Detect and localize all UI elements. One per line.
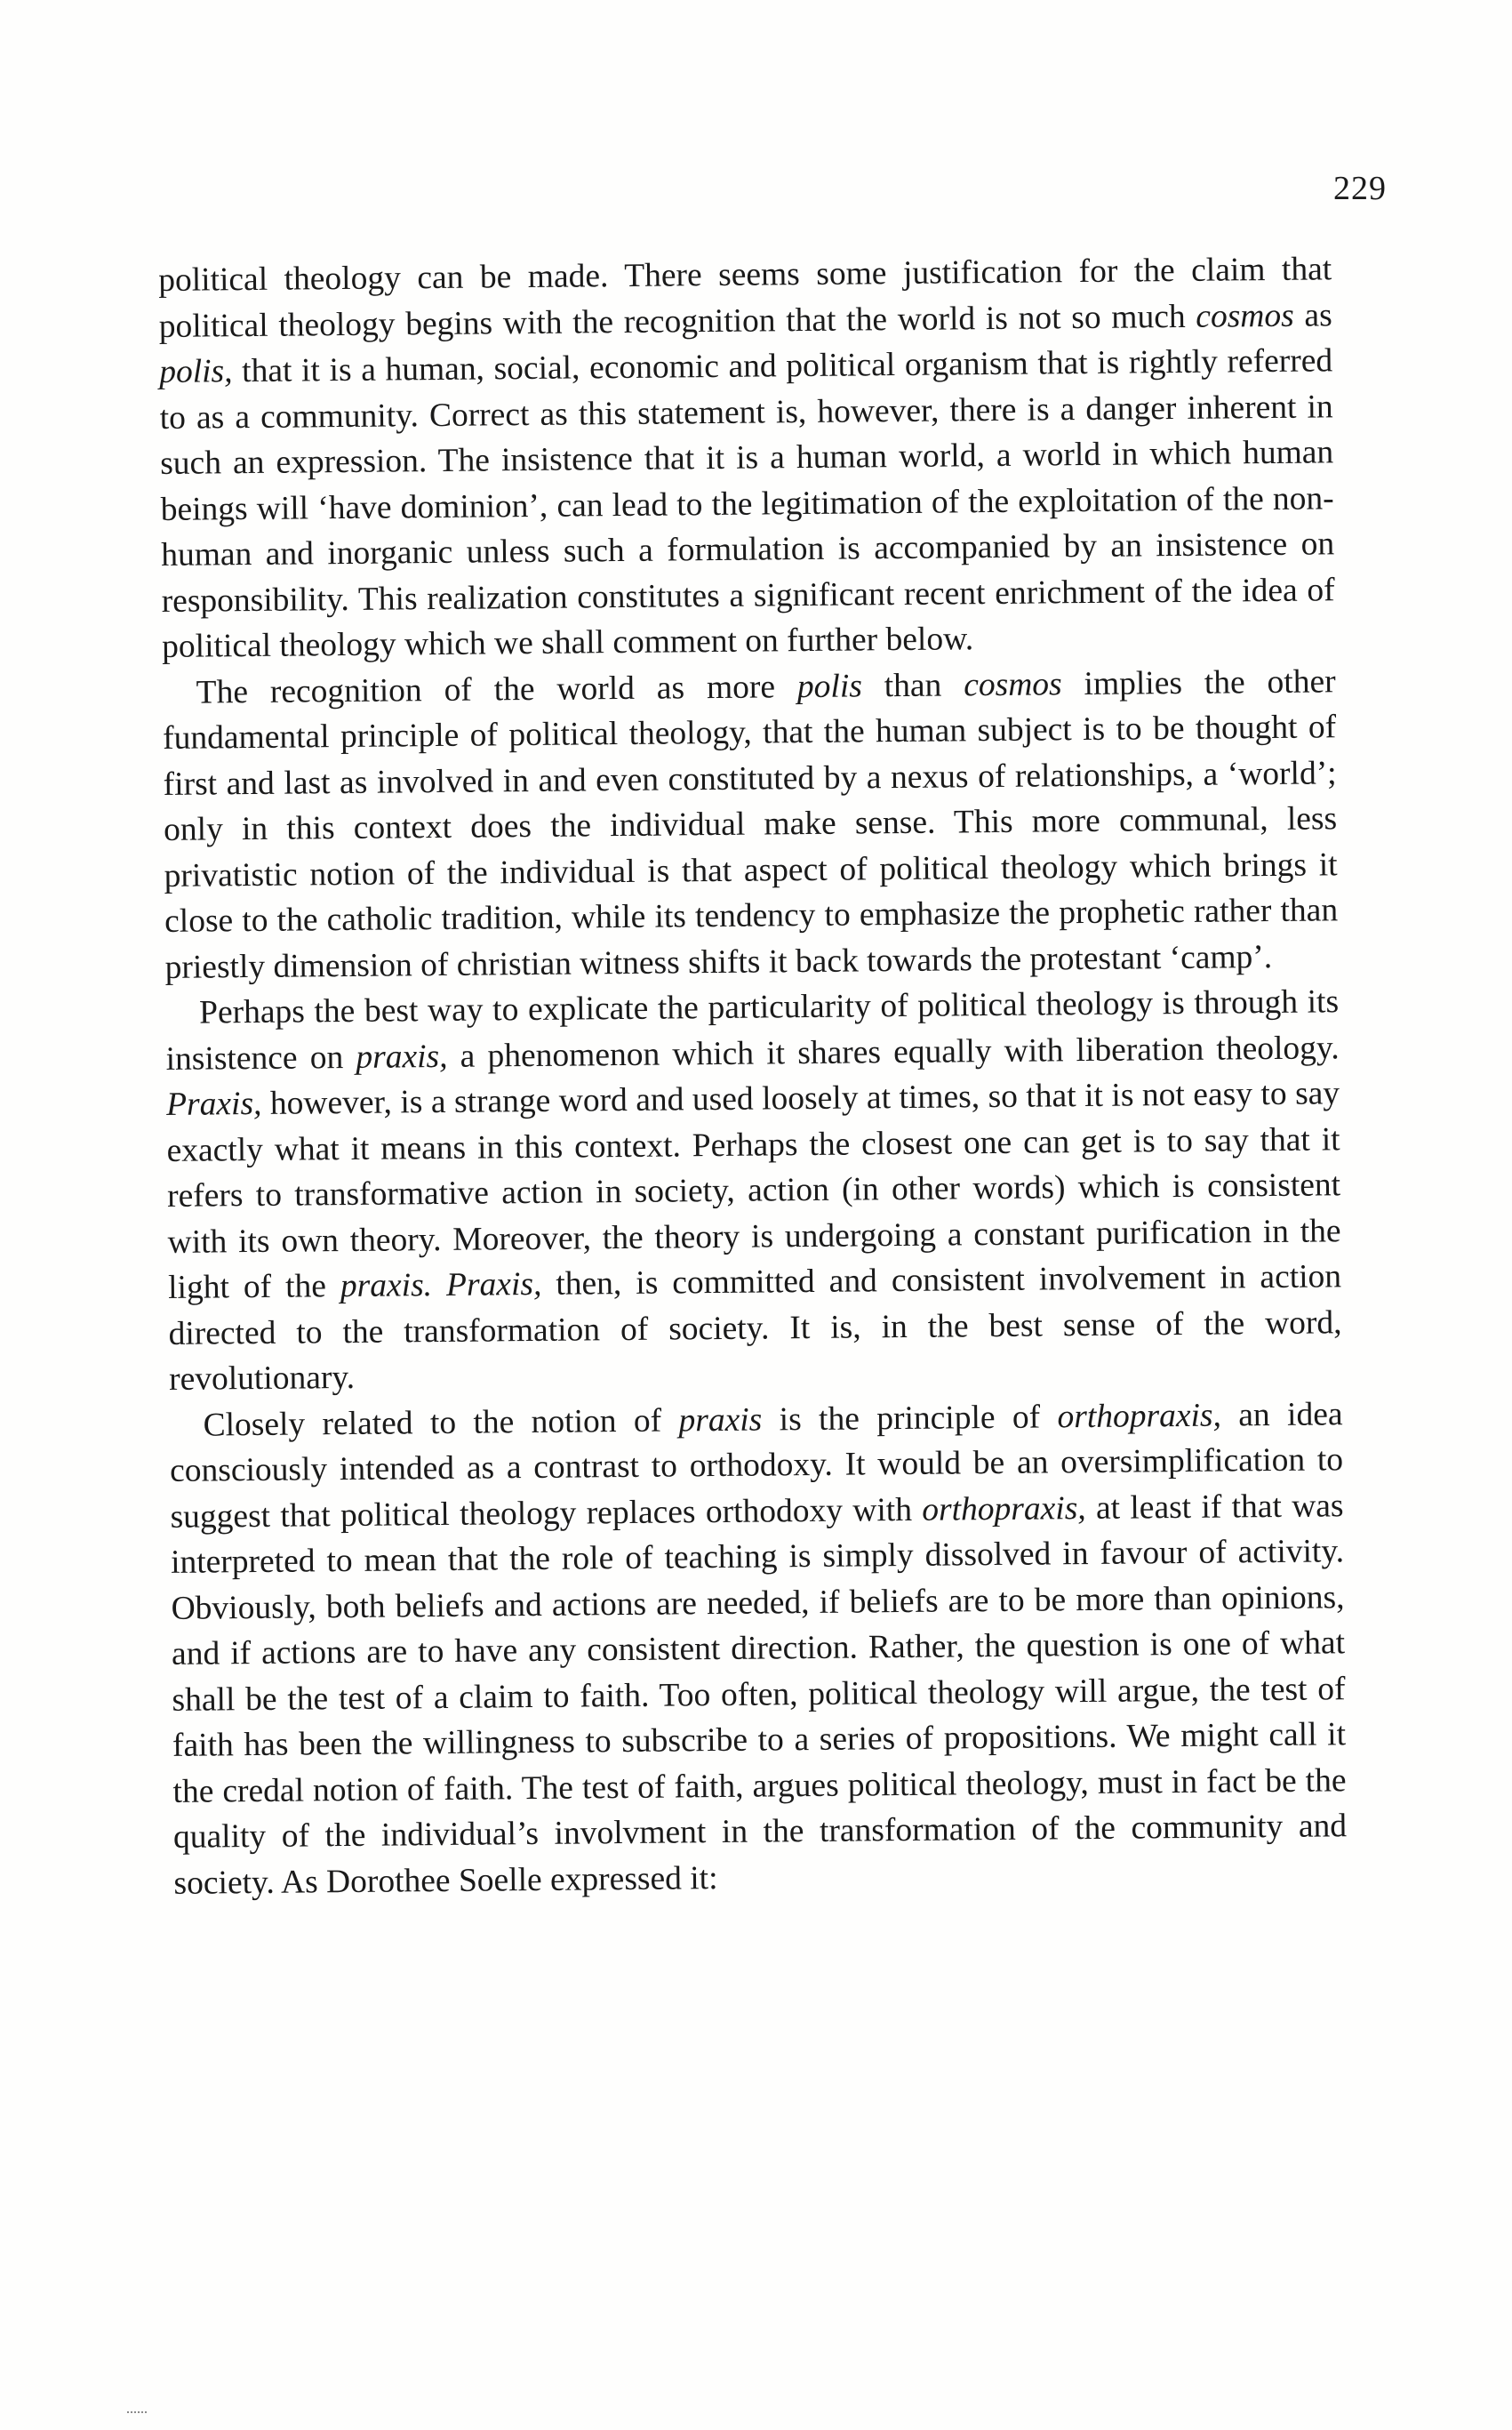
text-run: than [861, 666, 964, 704]
scan-mark [127, 2411, 147, 2417]
text-run: is the principle of [762, 1398, 1058, 1439]
text-run: an idea consciously intended as a contrast to orthodoxy. It would be an oversimplification to suggest that political theology replaces orthodoxy with [169, 1395, 1344, 1536]
italic-term: Praxis, [165, 1085, 262, 1123]
italic-term: orthopraxis, [922, 1489, 1086, 1528]
italic-term: cosmos [1196, 297, 1294, 335]
text-run: then, is committed and consistent involvement in action directed to the transformation of society. It is, in the best sense of the word, revolutionary. [168, 1258, 1342, 1398]
italic-term: praxis, [356, 1038, 448, 1076]
italic-term: polis [796, 667, 863, 705]
italic-term: praxis. Praxis, [340, 1265, 542, 1305]
text-run: that it is a human, social, economic and political organism that is rightly referred to as a community. Correct as this statement is, however, there is a danger inherent in such an expression. The insistence that it is a human world, a world in which human beings will ‘have dominion’, can lead to the legitimation of the exploitation of the non-human and inorganic unless such a formulation is accompanied by an insistence on responsibility. This realization constitutes a significant recent enrichment of the idea of political theology which we shall comment on further below. [159, 342, 1335, 665]
paragraph [158, 246, 1335, 670]
italic-term: polis, [159, 353, 233, 390]
text-run: at least if that was interpreted to mean that the role of teaching is simply dissolved in favour of activity. Obviously, both beliefs and actions are needed, if beliefs are to be more than opinions, and if actions are to have any consistent direction. Rather, the question is one of what shall be the test of a claim to faith. Too often, political theology will argue, the test of faith has been the willingness to subscribe to a series of propositions. We might call it the credal notion of faith. The test of faith, argues political theology, must in fact be the quality of the individual’s involvment in the transformation of the community and society. As Dorothee Soelle expressed it: [170, 1487, 1348, 1902]
text-run: Closely related to the notion of [203, 1401, 679, 1444]
italic-term: orthopraxis, [1057, 1397, 1222, 1435]
text-run: The recognition of the world as more [196, 668, 798, 711]
paragraph [165, 979, 1342, 1402]
text-run: a phenomenon which it shares equally with liberation theology. [447, 1029, 1340, 1075]
page-number: 229 [1333, 170, 1387, 207]
body-text [158, 246, 1348, 1906]
text-run: implies the other fundamental principle of political theology, that the human subject is to be thought of first and last as involved in and even constituted by a nexus of relationships, a ‘world’; only in this context does the individual make sense. This more communal, less privatistic notion of the individual is that aspect of political theology which brings it close to the catholic tradition, while its tendency to emphasize the prophetic rather than priestly dimension of christian witness shifts it back towards the protestant ‘camp’. [162, 662, 1339, 986]
italic-term: praxis [678, 1401, 763, 1439]
italic-term: cosmos [964, 665, 1062, 703]
text-run: as [1293, 296, 1332, 334]
text-run: political theology can be made. There seems some justification for the claim that political theology begins with the recognition that the world is not so much [158, 251, 1332, 345]
text-run: however, is a strange word and used loosely at times, so that it is not easy to say exactly what it means in this context. Perhaps the closest one can get is to say that it refers to transformative action in society, action (in other words) which is consistent with its own theory. Moreover, the theory is undergoing a constant purification in the light of the [166, 1075, 1341, 1306]
paragraph [169, 1391, 1347, 1906]
paragraph [162, 659, 1338, 990]
text-run: Perhaps the best way to explicate the particularity of political theology is through its insistence on [165, 983, 1340, 1078]
